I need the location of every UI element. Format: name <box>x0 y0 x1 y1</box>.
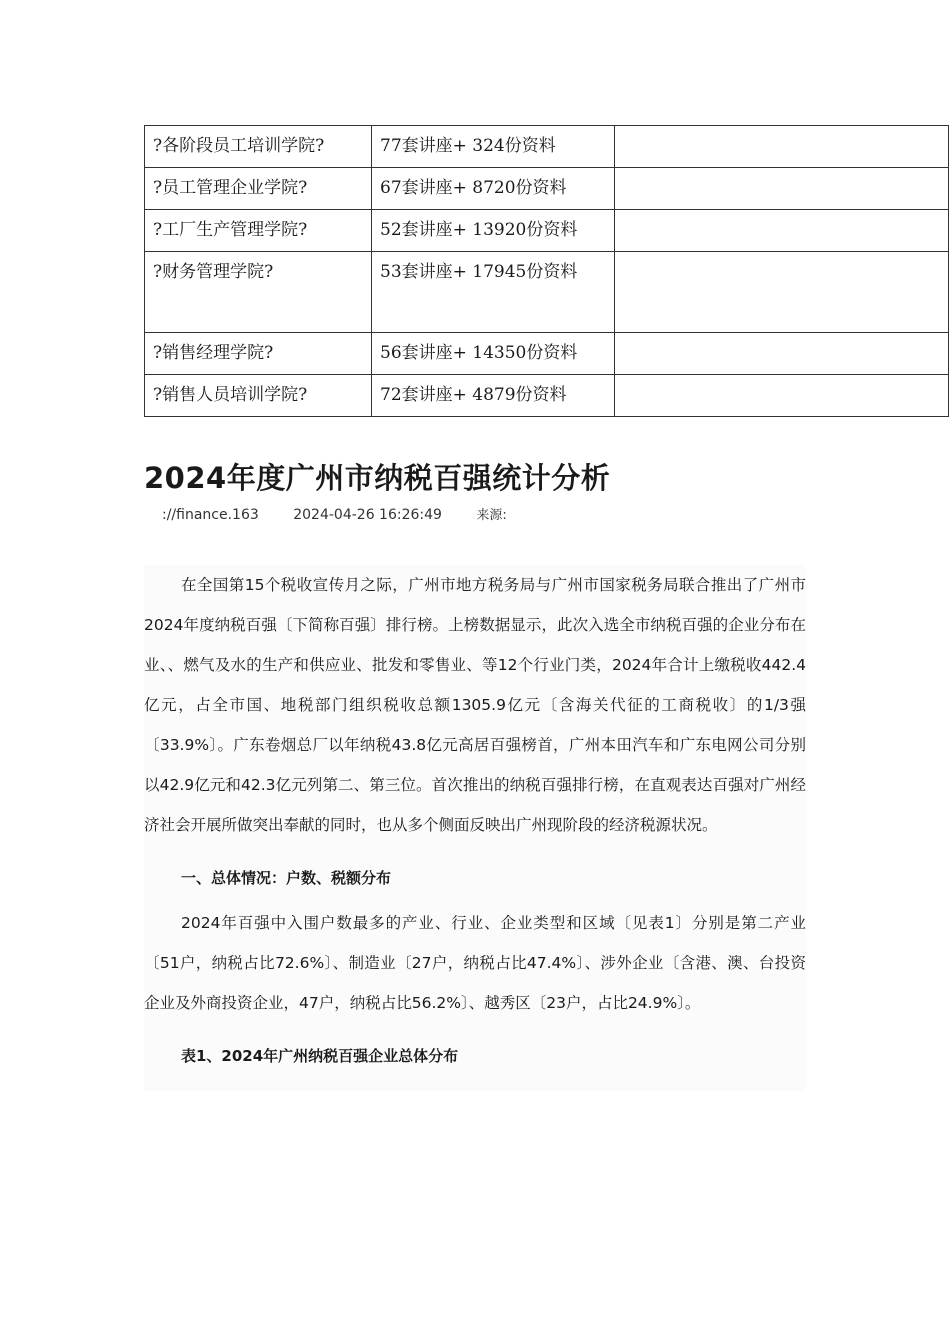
course-content: 77套讲座+ 324份资料 <box>372 126 615 168</box>
course-note <box>615 210 949 252</box>
table-row <box>145 375 949 417</box>
course-content-text: 53套讲座+ 17945份资料 <box>380 262 578 282</box>
course-name: ?销售人员培训学院? <box>145 375 372 417</box>
table-caption: 表1、2024年广州纳税百强企业总体分布 <box>181 1047 459 1065</box>
course-content: 52套讲座+ 13920份资料 <box>372 210 615 252</box>
course-note <box>615 252 949 333</box>
meta-site: ://finance.163 <box>162 507 259 523</box>
course-table <box>144 125 949 417</box>
course-note <box>615 126 949 168</box>
course-content <box>372 252 615 333</box>
table-row <box>145 333 949 375</box>
course-name: ?各阶段员工培训学院? <box>145 126 372 168</box>
article-paragraph: 在全国第15个税收宣传月之际，广州市地方税务局与广州市国家税务局联合推出了广州市2024年度纳税百强〔下简称百强〕排行榜。上榜数据显示，此次入选全市纳税百强的企业分布在业、、燃气及水的生产和供应业、批发和零售业、等12个行业门类，2024年合计上缴税收442.4亿元，占全市国、地税部门组织税收总额1305.9亿元〔含海关代征的工商税收〕的1/3强〔33.9%〕。广东卷烟总厂以年纳税43.8亿元高居百强榜首，广州本田汽车和广东电网公司分别以42.9亿元和42.3亿元列第二、第三位。首次推出的纳税百强排行榜，在直观表达百强对广州经济社会开展所做突出奉献的同时，也从多个侧面反映出广州现阶段的经济税源状况。 <box>144 576 806 834</box>
course-content: 67套讲座+ 8720份资料 <box>372 168 615 210</box>
course-note <box>615 168 949 210</box>
course-content: 56套讲座+ 14350份资料 <box>372 333 615 375</box>
table-row <box>145 126 949 168</box>
section-heading: 一、总体情况：户数、税额分布 <box>181 869 392 887</box>
meta-datetime: 2024-04-26 16:26:49 <box>293 507 442 523</box>
course-name: ?财务管理学院? <box>145 252 372 333</box>
course-name: ?员工管理企业学院? <box>145 168 372 210</box>
course-name: ?工厂生产管理学院? <box>145 210 372 252</box>
article-paragraph: 2024年百强中入围户数最多的产业、行业、企业类型和区域〔见表1〕分别是第二产业〔51户，纳税占比72.6%〕、制造业〔27户，纳税占比47.4%〕、涉外企业〔含港、澳、台投资企业及外商投资企业，47户，纳税占比56.2%〕、越秀区〔23户，占比24.9%〕。 <box>144 914 806 1012</box>
article-meta <box>162 504 507 523</box>
course-note <box>615 333 949 375</box>
table-row <box>145 252 949 333</box>
course-name: ?销售经理学院? <box>145 333 372 375</box>
table-row <box>145 168 949 210</box>
meta-source-label: 来源: <box>476 508 507 523</box>
table-row <box>145 210 949 252</box>
course-note <box>615 375 949 417</box>
article-body <box>144 565 806 1091</box>
article-title: 2024年度广州市纳税百强统计分析 <box>144 461 611 495</box>
course-content: 72套讲座+ 4879份资料 <box>372 375 615 417</box>
